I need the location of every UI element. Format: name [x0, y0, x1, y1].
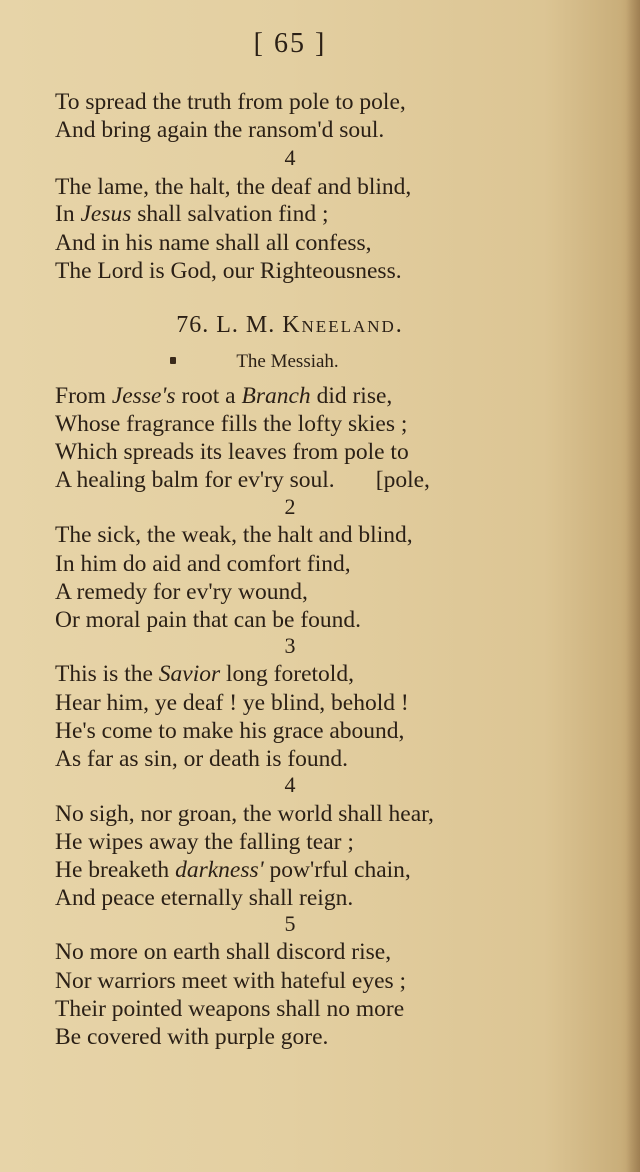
verse-line: Nor warriors meet with hateful eyes ;	[55, 968, 407, 994]
verse-line: In him do aid and comfort find,	[55, 551, 351, 577]
verse-line: Which spreads its leaves from pole to	[55, 439, 409, 465]
hymn-tune: Kneeland.	[282, 312, 404, 338]
verse-line: Whose fragrance fills the lofty skies ;	[55, 411, 408, 437]
stanza-number: 5	[284, 911, 296, 936]
verse-line: The sick, the weak, the halt and blind,	[55, 522, 413, 548]
stanza-number: 2	[284, 494, 296, 519]
stanza-number: 4	[284, 145, 296, 170]
verse-line: Their pointed weapons shall no more	[55, 996, 405, 1022]
verse-line: And in his name shall all confess,	[55, 230, 372, 256]
verse-line: No sigh, nor groan, the world shall hear,	[55, 801, 434, 827]
verse-line	[55, 856, 575, 884]
verse-line: No more on earth shall discord rise,	[55, 939, 392, 965]
verse-line: To spread the truth from pole to pole,	[55, 89, 406, 115]
verse-line: And peace eternally shall reign.	[55, 885, 354, 911]
verse-line: Hear him, ye deaf ! ye blind, behold !	[55, 690, 409, 716]
hymn-title: The Messiah.	[236, 351, 339, 372]
verse-line-text: In Jesus shall salvation find ;	[55, 201, 329, 227]
page-number: [ 65 ]	[253, 28, 327, 59]
verse-line: The Lord is God, our Righteousness.	[55, 258, 402, 284]
verse-line-text: From Jesse's root a Branch did rise,	[55, 383, 393, 409]
page-edge-shadow	[626, 0, 640, 1172]
verse-line: The lame, the halt, the deaf and blind,	[55, 174, 412, 200]
hymn-number: 76.	[176, 312, 210, 338]
verse-line: He's come to make his grace abound,	[55, 718, 405, 744]
hymn-heading	[0, 310, 580, 340]
hymn-meter: L. M.	[216, 312, 276, 338]
stanza-number: 4	[284, 772, 296, 797]
stanza-number: 3	[284, 633, 296, 658]
verse-line: A healing balm for ev'ry soul. [pole,	[55, 467, 430, 493]
verse-line	[55, 200, 575, 228]
verse-line	[55, 382, 575, 410]
verse-line: Or moral pain that can be found.	[55, 607, 362, 633]
verse-line-text: This is the Savior long foretold,	[55, 661, 354, 687]
verse-line: Be covered with purple gore.	[55, 1024, 329, 1050]
verse-line: And bring again the ransom'd soul.	[55, 117, 385, 143]
verse-line-text: He breaketh darkness' pow'rful chain,	[55, 857, 411, 883]
verse-line: He wipes away the falling tear ;	[55, 829, 354, 855]
verse-line	[55, 660, 575, 688]
verse-line: As far as sin, or death is found.	[55, 746, 349, 772]
verse-line: A remedy for ev'ry wound,	[55, 579, 308, 605]
